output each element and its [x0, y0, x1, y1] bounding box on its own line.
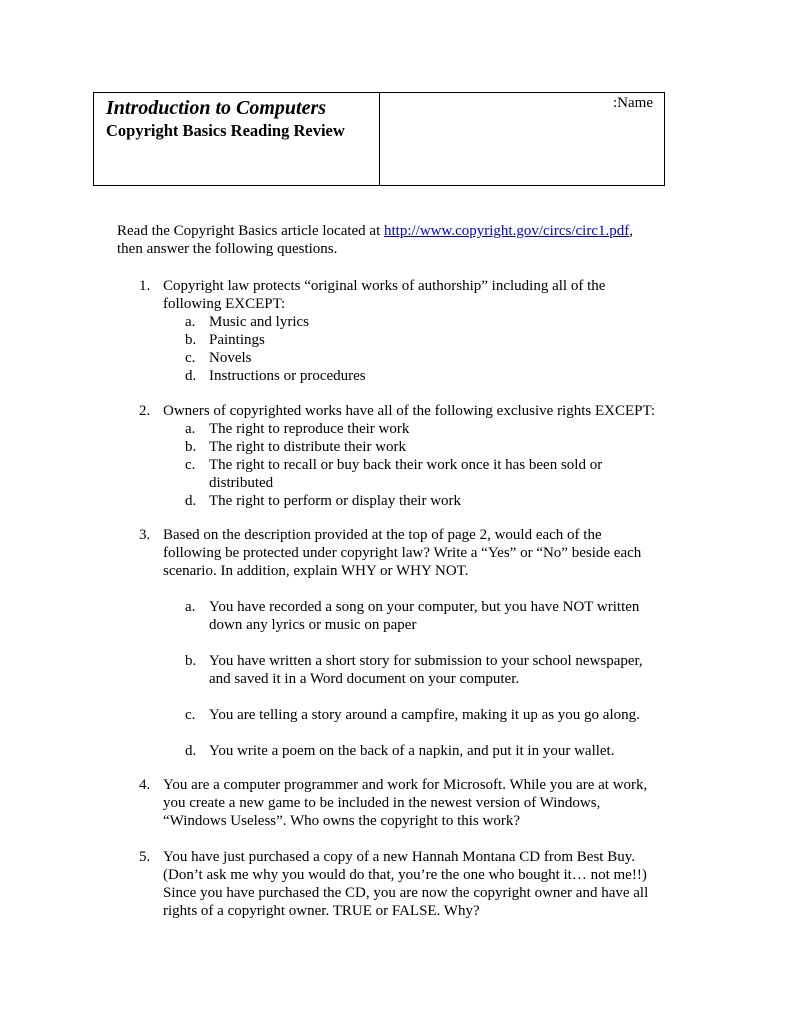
instructions [117, 222, 677, 258]
question-line: you create a new game to be included in the newest version of Windows, [163, 795, 601, 811]
option-line: and saved it in a Word document on your computer. [209, 671, 520, 687]
question-number: 3. [139, 527, 151, 543]
option-b [185, 438, 679, 456]
option-letter: b. [185, 332, 197, 348]
option-line: You have written a short story for submission to your school newspaper, [209, 653, 643, 669]
question-line: Copyright law protects “original works of authorship” including all of the [163, 278, 606, 294]
name-label: :Name [613, 95, 653, 111]
option-c [185, 456, 679, 492]
question-line: Owners of copyrighted works have all of the following exclusive rights EXCEPT: [163, 403, 656, 419]
option-line: down any lyrics or music on paper [209, 617, 417, 633]
question-text [163, 526, 679, 580]
question-line: You have just purchased a copy of a new Hannah Montana CD from Best Buy. [163, 849, 635, 865]
option-line: Instructions or procedures [209, 368, 366, 384]
option-d [185, 492, 679, 510]
question-line: (Don’t ask me why you would do that, you’re the one who bought it… not me!!) [163, 867, 647, 883]
question-line: rights of a copyright owner. TRUE or FALSE. Why? [163, 903, 480, 919]
option-a [185, 598, 679, 634]
instructions-line-1 [117, 222, 677, 240]
option-line: The right to distribute their work [209, 439, 407, 455]
option-a [185, 420, 679, 438]
option-letter: a. [185, 314, 196, 330]
option-letter: a. [185, 421, 196, 437]
option-a [185, 313, 679, 331]
option-line: You write a poem on the back of a napkin, and put it in your wallet. [209, 743, 615, 759]
question-text [163, 402, 679, 420]
header-table [93, 92, 665, 186]
instructions-punctuation: , [629, 223, 633, 239]
option-line: Novels [209, 350, 252, 366]
option-letter: a. [185, 599, 196, 615]
option-letter: d. [185, 743, 197, 759]
question-4 [139, 776, 679, 830]
instructions-line-2: then answer the following questions. [117, 241, 338, 257]
document-subtitle: Copyright Basics Reading Review [106, 121, 345, 140]
question-line: Based on the description provided at the top of page 2, would each of the [163, 527, 602, 543]
name-cell[interactable] [380, 93, 664, 185]
question-number: 4. [139, 777, 151, 793]
option-line: You are telling a story around a campfire, making it up as you go along. [209, 707, 640, 723]
option-line: Paintings [209, 332, 265, 348]
question-1 [139, 277, 679, 385]
option-line: Music and lyrics [209, 314, 309, 330]
question-2 [139, 402, 679, 510]
title-cell [94, 93, 380, 185]
question-text [163, 277, 679, 313]
question-text [163, 776, 679, 830]
course-title: Introduction to Computers [106, 97, 327, 119]
option-d [185, 742, 679, 760]
question-line: following EXCEPT: [163, 296, 286, 312]
option-letter: d. [185, 493, 197, 509]
question-line: “Windows Useless”. Who owns the copyright to this work? [163, 813, 520, 829]
instructions-text: Read the Copyright Basics article located at [117, 223, 384, 239]
question-3 [139, 526, 679, 760]
option-line: You have recorded a song on your computer, but you have NOT written [209, 599, 640, 615]
option-letter: c. [185, 457, 196, 473]
question-line: Since you have purchased the CD, you are now the copyright owner and have all [163, 885, 649, 901]
option-c [185, 706, 679, 724]
option-b [185, 652, 679, 688]
option-letter: c. [185, 707, 196, 723]
option-d [185, 367, 679, 385]
option-b [185, 331, 679, 349]
option-letter: b. [185, 439, 197, 455]
option-line: The right to perform or display their work [209, 493, 462, 509]
question-line: following be protected under copyright law? Write a “Yes” or “No” beside each [163, 545, 642, 561]
question-5 [139, 848, 679, 920]
option-line: The right to reproduce their work [209, 421, 410, 437]
option-letter: d. [185, 368, 197, 384]
option-line: distributed [209, 475, 274, 491]
option-letter: c. [185, 350, 196, 366]
question-line: You are a computer programmer and work for Microsoft. While you are at work, [163, 777, 648, 793]
option-line: The right to recall or buy back their work once it has been sold or [209, 457, 603, 473]
question-number: 5. [139, 849, 151, 865]
question-line: scenario. In addition, explain WHY or WHY NOT. [163, 563, 469, 579]
option-letter: b. [185, 653, 197, 669]
question-number: 2. [139, 403, 151, 419]
article-link[interactable]: http://www.copyright.gov/circs/circ1.pdf [384, 223, 630, 239]
question-text [163, 848, 679, 920]
question-number: 1. [139, 278, 151, 294]
option-c [185, 349, 679, 367]
